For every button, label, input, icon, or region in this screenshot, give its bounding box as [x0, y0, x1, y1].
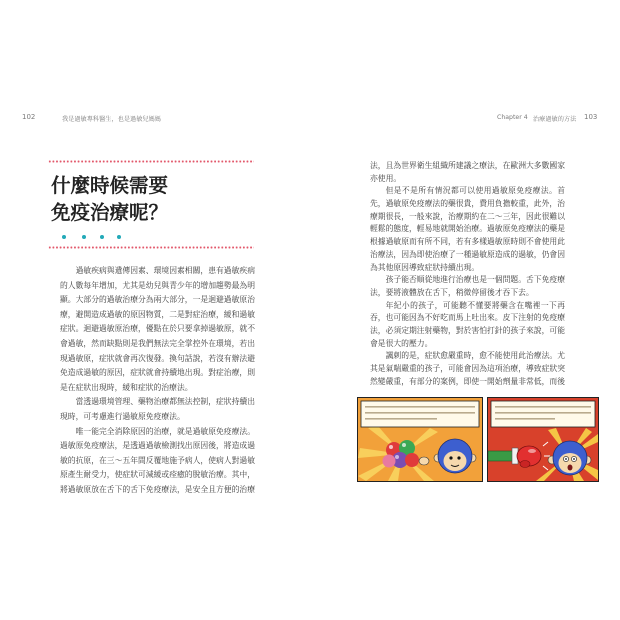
title-bottom-dotted-rule: [48, 246, 254, 249]
paragraph: [370, 160, 565, 185]
paragraph: [60, 425, 255, 498]
body-line: 療期很長，一般來說，治療期約在二～三年，因此很難以: [370, 211, 565, 221]
right-page-body: [370, 160, 565, 388]
body-line: 先，過敏原免疫療法的藥很貴，費用負擔較重，此外，治: [370, 199, 565, 209]
body-line: 現時，可考慮進行過敏原免疫療法。: [60, 411, 185, 421]
right-page-number: 103: [584, 113, 598, 121]
body-line: 年紀小的孩子，可能聽不懂要將藥含在嘴裡一下再: [385, 300, 565, 310]
paragraph: [370, 185, 565, 274]
body-line: 法，且為世界衛生組織所建議之療法，在歐洲大多數國家: [370, 161, 565, 170]
section-title: [51, 172, 168, 226]
teal-dot-ornament: [117, 235, 121, 239]
section-title-line-2: 免疫治療呢？: [51, 201, 169, 224]
body-line: 會是很大的壓力。: [370, 338, 433, 348]
body-line: 但是不是所有情況都可以使用過敏原免疫療法。首: [385, 186, 565, 196]
section-title-line-1: 什麼時候需要: [51, 174, 169, 197]
comic-panel-2: [487, 397, 599, 482]
speech-box: [361, 401, 479, 427]
comic-panel-1-art: [358, 398, 482, 481]
comic-panel-2-art: [488, 398, 598, 481]
teal-dot-ornament: [62, 235, 66, 239]
body-line: 現過敏原，症狀就會再次復發。換句話說，若沒有辦法避: [60, 353, 255, 363]
paragraph: [60, 264, 255, 395]
body-line: 法，要將液體放在舌下，稍微停留後才吞下去。: [370, 287, 534, 297]
speech-box: [491, 401, 595, 427]
body-line: 吞，也可能因為不好吃而馬上吐出來。皮下注射的免疫療: [370, 313, 565, 323]
body-line: 為其他原因導致症狀持續出現。: [370, 262, 480, 272]
body-line: 過敏疾病與遺傳因素、環境因素相關，患有過敏疾病: [75, 266, 255, 275]
paragraph: [60, 395, 255, 424]
paragraph: [370, 300, 565, 351]
title-top-dotted-rule: [48, 160, 254, 163]
body-line: 敏的抗原，在三～五年間反覆地施予病人，使病人對過敏: [60, 455, 255, 465]
right-running-title: 治療過敏的方法: [533, 116, 577, 123]
body-line: 療，避開造成過敏的原因物質，二是對症治療，緩和過敏: [60, 309, 255, 319]
paragraph: [370, 274, 565, 299]
body-line: 亦使用。: [370, 173, 402, 183]
body-line: 治療法，因為即使治療了一種過敏原造成的過敏，仍會因: [370, 249, 565, 259]
teal-dot-ornament: [82, 235, 86, 239]
body-line: 是在症狀出現時，緩和症狀的治療法。: [60, 382, 193, 392]
left-page-number: 102: [22, 113, 36, 121]
body-line: 過敏原免疫療法，是透過過敏檢測找出原因後，將造成過: [60, 441, 255, 451]
left-running-title: 我是過敏專科醫生，也是過敏兒媽媽: [62, 116, 161, 123]
body-line: 症狀。迴避過敏原治療，優點在於只要拿掉過敏原，就不: [60, 324, 255, 334]
body-line: 根據過敏原而有所不同，若有多樣過敏原時則不會使用此: [370, 237, 565, 247]
body-line: 顯。大部分的過敏治療分為兩大部分，一是迴避過敏原治: [60, 295, 255, 305]
body-line: 原產生耐受力，使症狀可減緩或痊癒的脫敏治療。其中，: [60, 470, 255, 480]
paragraph: [370, 350, 565, 388]
body-line: 當透過環境管理、藥物治療都無法控制，症狀持續出: [75, 397, 255, 407]
teal-dot-ornament: [100, 235, 104, 239]
body-line: 法，必須定期注射藥物，對於害怕打針的孩子來說，可能: [370, 325, 565, 335]
body-line: 其是氣喘嚴重的孩子，可能會因為這項治療，導致症狀突: [370, 364, 565, 373]
body-line: 唯一能完全消除原因的治療，就是過敏原免疫療法。: [75, 426, 255, 436]
body-line: 孩子能否順從地進行治療也是一個問題。舌下免疫療: [385, 275, 565, 285]
body-line: 諷刺的是，症狀愈嚴重時，愈不能使用此治療法。尤: [385, 351, 565, 361]
left-page-body: [60, 264, 255, 498]
comic-panel-1: [357, 397, 483, 482]
right-chapter-label: Chapter 4: [497, 114, 528, 121]
body-line: 會過敏，然而缺點則是我們無法完全掌控外在環境，若出: [60, 338, 255, 348]
body-line: 將過敏原放在舌下的舌下免疫療法，是安全且方便的治療: [60, 484, 255, 494]
body-line: 輕鬆的態度，輕易地就開始治療。過敏原免疫療法的藥是: [370, 224, 565, 234]
body-line: 的人數每年增加，尤其是幼兒與青少年的增加趨勢最為明: [60, 280, 255, 290]
body-line: 免造成過敏的原因，症狀就會持續地出現。對症治療，則: [60, 368, 255, 378]
body-line: 然變嚴重，有部分的案例，即使一開始劑量非常低，而後: [370, 376, 565, 386]
